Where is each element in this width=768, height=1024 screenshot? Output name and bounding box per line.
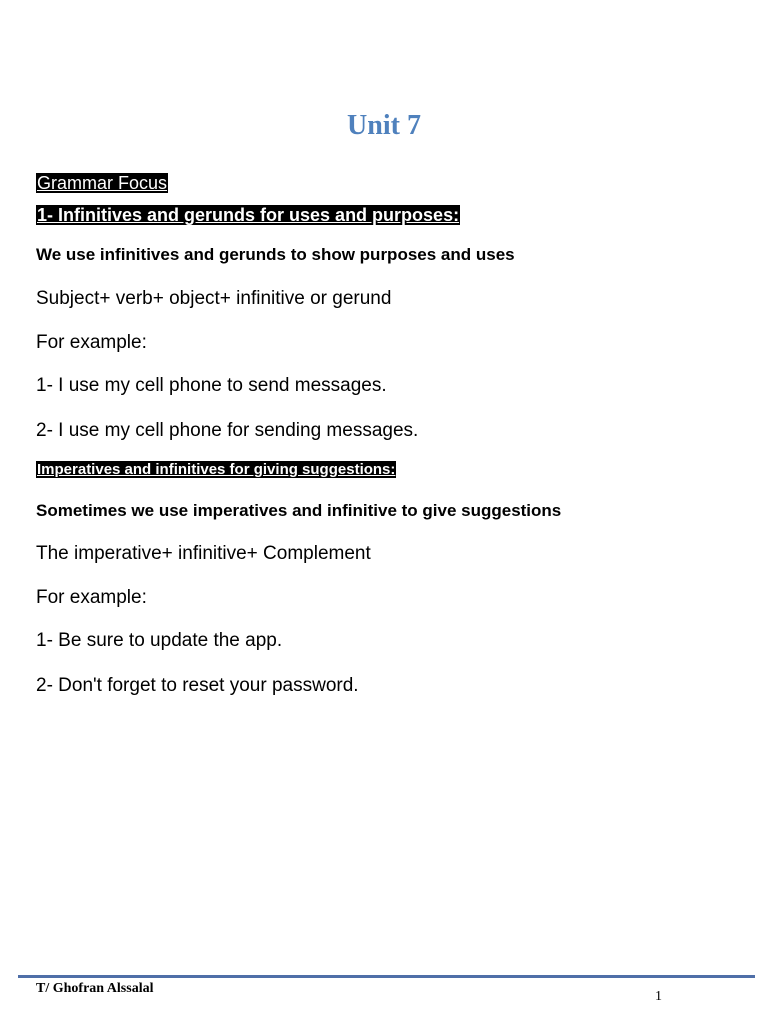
page-number: 1 bbox=[655, 989, 662, 1004]
footer-rule bbox=[18, 975, 755, 978]
section2-rule: Sometimes we use imperatives and infinitive to give suggestions bbox=[36, 501, 562, 520]
section1-rule: We use infinitives and gerunds to show purposes and uses bbox=[36, 245, 515, 264]
grammar-focus-heading bbox=[36, 172, 168, 195]
page-title: Unit 7 bbox=[347, 110, 421, 141]
section2-example-1: 1- Be sure to update the app. bbox=[36, 630, 283, 651]
section2-example-label: For example: bbox=[36, 587, 147, 608]
section2-heading bbox=[36, 461, 396, 480]
section1-example-1: 1- I use my cell phone to send messages. bbox=[36, 375, 387, 396]
section2-example-2: 2- Don't forget to reset your password. bbox=[36, 675, 359, 696]
grammar-focus-label: Grammar Focus bbox=[37, 173, 168, 193]
section1-heading-label: 1- Infinitives and gerunds for uses and purposes: bbox=[37, 205, 460, 225]
section2-pattern: The imperative+ infinitive+ Complement bbox=[36, 543, 371, 564]
section1-example-2: 2- I use my cell phone for sending messages. bbox=[36, 420, 419, 441]
section2-heading-label: Imperatives and infinitives for giving suggestions: bbox=[37, 461, 396, 478]
section1-heading bbox=[36, 204, 460, 227]
section1-pattern: Subject+ verb+ object+ infinitive or gerund bbox=[36, 288, 392, 309]
section1-example-label: For example: bbox=[36, 332, 147, 353]
footer-author: T/ Ghofran Alssalal bbox=[36, 981, 154, 996]
